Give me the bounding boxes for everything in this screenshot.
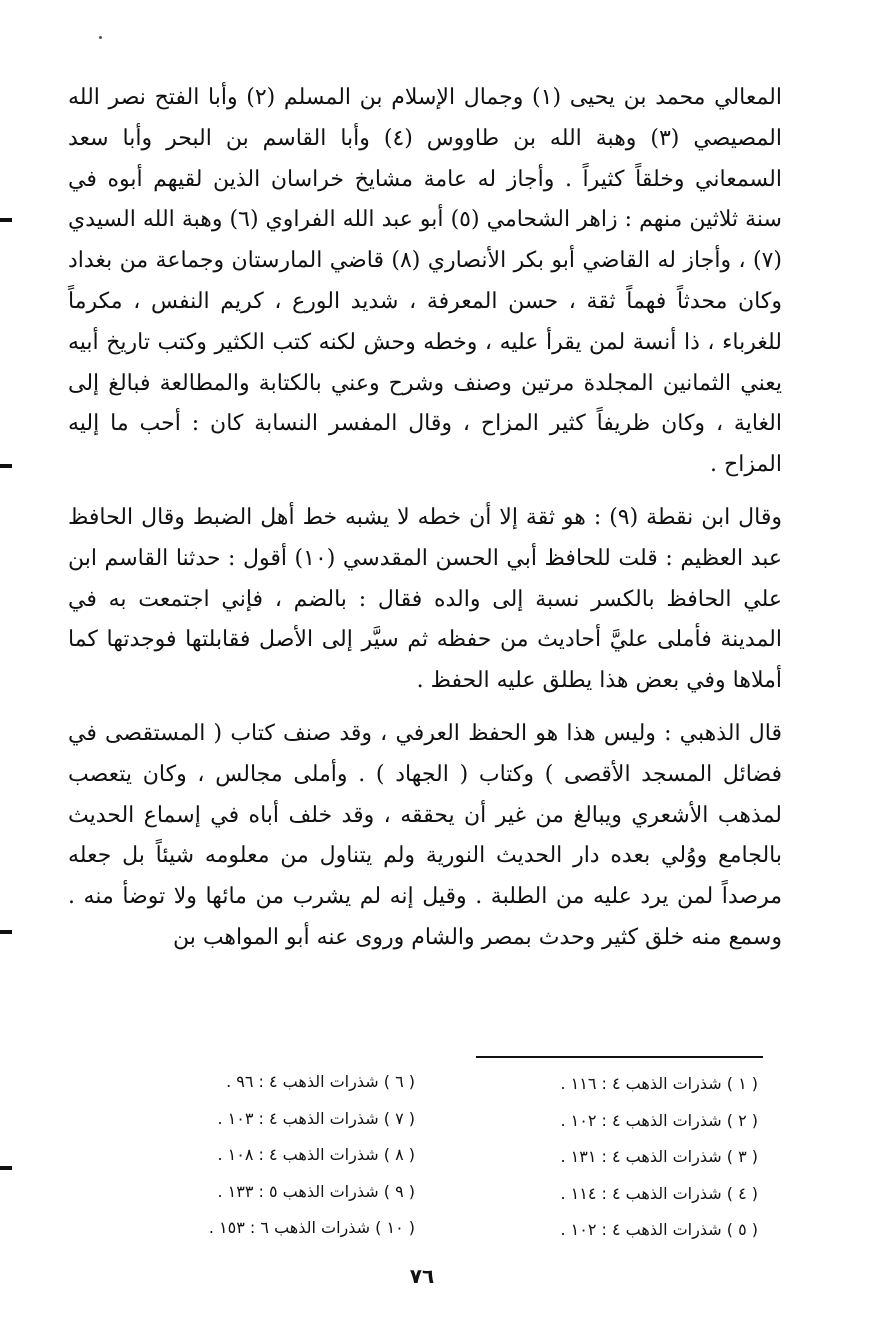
scan-edge-mark xyxy=(0,464,12,468)
scan-edge-mark xyxy=(0,218,12,222)
footnotes-column-right xyxy=(498,1066,758,1249)
main-text xyxy=(68,78,782,959)
footnote-7: ( ٧ ) شذرات الذهب ٤ : ١٠٣ . xyxy=(217,1108,415,1128)
page-number: ٧٦ xyxy=(409,1264,435,1288)
footnote-separator xyxy=(476,1056,763,1058)
paragraph-3: قال الذهبي : وليس هذا هو الحفظ العرفي ، وقد صنف كتاب ( المستقصى في فضائل المسجد الأقصى ) وكتاب ( الجهاد ) . وأملى مجالس ، وكان يتعصب لمذهب الأشعري ويبالغ من غير أن يحققه ، وقد خلف أباه في إسماع الحديث بالجامع ووُلي بعده دار الحديث النورية ولم يتناول من معلومه شيئاً بل جعله مرصداً لمن يرد عليه من الطلبة . وقيل إنه لم يشرب من مائها ولا توضأ منه . وسمع منه خلق كثير وحدث بمصر والشام وروى عنه أبو المواهب بن xyxy=(68,720,782,950)
footnote-2: ( ٢ ) شذرات الذهب ٤ : ١٠٢ . xyxy=(560,1110,758,1130)
scan-edge-mark xyxy=(0,1166,12,1170)
footnotes-column-left xyxy=(155,1064,415,1247)
footnote-10: ( ١٠ ) شذرات الذهب ٦ : ١٥٣ . xyxy=(208,1218,415,1237)
paragraph-1: المعالي محمد بن يحيى (١) وجمال الإسلام بن المسلم (٢) وأبا الفتح نصر الله المصيصي (٣) وهبة الله بن طاووس (٤) وأبا القاسم بن البحر وأبا سعد السمعاني وخلقاً كثيراً . وأجاز له عامة مشايخ خراسان الذين لقيهم أبوه في سنة ثلاثين منهم : زاهر الشحامي (٥) أبو عبد الله الفراوي (٦) وهبة الله السيدي (٧) ، وأجاز له القاضي أبو بكر الأنصاري (٨) قاضي المارستان وجماعة من بغداد وكان محدثاً فهماً ثقة ، حسن المعرفة ، شديد الورع ، كريم النفس ، مكرماً للغرباء ، ذا أنسة لمن يقرأ عليه ، وخطه وحش لكنه كتب الكثير وكتب تاريخ أبيه يعني الثمانين المجلدة مرتين وصنف وشرح وعني بالكتابة والمطالعة فبالغ إلى الغاية ، وكان ظريفاً كثير المزاح ، وقال المفسر النسابة كان : أحب ما إليه المزاح . xyxy=(68,85,783,478)
footnote-1: ( ١ ) شذرات الذهب ٤ : ١١٦ . xyxy=(560,1074,758,1093)
footnote-4: ( ٤ ) شذرات الذهب ٤ : ١١٤ . xyxy=(560,1183,758,1203)
footnote-8: ( ٨ ) شذرات الذهب ٤ : ١٠٨ . xyxy=(217,1145,415,1164)
paragraph-2: وقال ابن نقطة (٩) : هو ثقة إلا أن خطه لا يشبه خط أهل الضبط وقال الحافظ عبد العظيم : قلت للحافظ أبي الحسن المقدسي (١٠) أقول : حدثنا القاسم ابن علي الحافظ بالكسر نسبة إلى والده فقال : بالضم ، فإني اجتمعت به في المدينة فأملى عليَّ أحاديث من حفظه ثم سيَّر إلى الأصل فقابلتها فوجدتها كما أملاها وفي بعض هذا يطلق عليه الحفظ . xyxy=(68,504,782,694)
footnote-5: ( ٥ ) شذرات الذهب ٤ : ١٠٢ . xyxy=(560,1220,758,1239)
footnote-9: ( ٩ ) شذرات الذهب ٥ : ١٣٣ . xyxy=(217,1181,415,1201)
footnote-6: ( ٦ ) شذرات الذهب ٤ : ٩٦ . xyxy=(226,1072,415,1091)
footnote-3: ( ٣ ) شذرات الذهب ٤ : ١٣١ . xyxy=(560,1147,758,1166)
scan-edge-mark xyxy=(0,930,12,934)
scan-speck xyxy=(99,36,102,39)
